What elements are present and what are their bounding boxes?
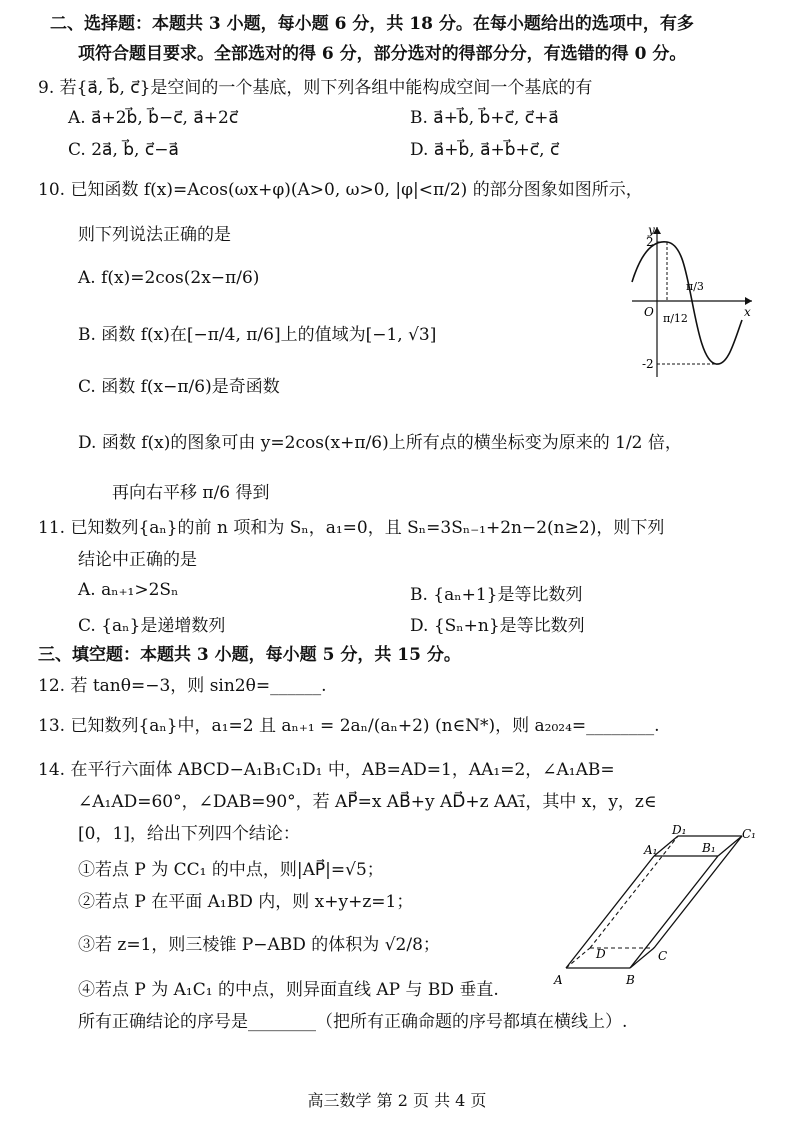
q14-conclusion-3: ③若 z=1，则三棱锥 P−ABD 的体积为 √2/8； [78,935,440,955]
graph-y-min-tick: -2 [642,357,654,371]
q11-option-d: D. {Sₙ+n}是等比数列 [410,616,585,636]
q10-option-d: D. 函数 f(x)的图象可由 y=2cos(x+π/6)上所有点的横坐标变为原来的 1/2 倍， [78,433,682,453]
parallelepiped-figure [550,822,760,990]
q14-final-line: 所有正确结论的序号是________（把所有正确命题的序号都填在横线上）. [78,1012,628,1032]
graph-y-max-tick: 2 [646,235,654,249]
q9-option-c: C. 2a⃗, b⃗, c⃗−a⃗ [68,140,179,160]
q11-option-c: C. {aₙ}是递增数列 [78,616,226,636]
q11-stem2: 结论中正确的是 [78,550,197,570]
q11-stem: 11. 已知数列{aₙ}的前 n 项和为 Sₙ，a₁=0，且 Sₙ=3Sₙ₋₁+2n−2(n≥2)，则下列 [38,518,665,538]
q10-stem2: 则下列说法正确的是 [78,225,231,245]
graph-x-tick-pi12: π/12 [663,312,688,325]
q14-line2: ∠A₁AD=60°，∠DAB=90°，若 AP⃗=x AB⃗+y AD⃗+z AA₁⃗，其中 x，y，z∈ [78,792,657,812]
q14-line1: 14. 在平行六面体 ABCD−A₁B₁C₁D₁ 中，AB=AD=1，AA₁=2，∠A₁AB= [38,760,615,780]
q9-option-a: A. a⃗+2b⃗, b⃗−c⃗, a⃗+2c⃗ [68,108,239,128]
figure-label-b1: B₁ [702,841,716,855]
q10-option-a: A. f(x)=2cos(2x−π/6) [78,268,260,288]
section2-line2: 项符合题目要求。全部选对的得 6 分，部分选对的得部分分，有选错的得 0 分。 [78,44,687,64]
figure-label-a: A [554,973,563,987]
page-footer: 高三数学 第 2 页 共 4 页 [307,1091,487,1110]
q10-option-b: B. 函数 f(x)在[−π/4, π/6]上的值域为[−1, √3] [78,325,437,345]
q11-option-b: B. {aₙ+1}是等比数列 [410,585,583,605]
figure-label-a1: A₁ [644,843,658,857]
q10-option-c: C. 函数 f(x−π/6)是奇函数 [78,377,280,397]
graph-y-label: y [648,223,655,237]
q14-line3: [0，1]，给出下列四个结论： [78,824,300,844]
figure-label-c1: C₁ [742,827,756,841]
q9-option-b: B. a⃗+b⃗, b⃗+c⃗, c⃗+a⃗ [410,108,559,128]
q12-text: 12. 若 tanθ=−3，则 sin2θ=______. [38,676,327,696]
figure-label-d1: D₁ [672,823,687,837]
section2-line1: 二、选择题：本题共 3 小题，每小题 6 分，共 18 分。在每小题给出的选项中，有多 [50,14,694,34]
q9-option-d: D. a⃗+b⃗, a⃗+b⃗+c⃗, c⃗ [410,140,560,160]
q14-conclusion-4: ④若点 P 为 A₁C₁ 的中点，则异面直线 AP 与 BD 垂直. [78,980,499,1000]
figure-label-b: B [626,973,635,987]
graph-origin-label: O [644,305,654,319]
q10-stem: 10. 已知函数 f(x)=Acos(ωx+φ)(A>0, ω>0, |φ|<π/2) 的部分图象如图所示， [38,180,643,200]
q9-stem: 9. 若{a⃗, b⃗, c⃗}是空间的一个基底，则下列各组中能构成空间一个基底的有 [38,78,593,98]
figure-label-d: D [596,947,606,961]
cosine-graph [630,222,760,382]
section3-header: 三、填空题：本题共 3 小题，每小题 5 分，共 15 分。 [38,645,461,665]
q14-conclusion-2: ②若点 P 在平面 A₁BD 内，则 x+y+z=1； [78,892,414,912]
graph-x-label: x [744,305,751,319]
figure-label-c: C [658,949,668,963]
q11-option-a: A. aₙ₊₁>2Sₙ [78,580,179,600]
q14-conclusion-1: ①若点 P 为 CC₁ 的中点，则|AP⃗|=√5； [78,860,384,880]
q10-option-d-cont: 再向右平移 π/6 得到 [112,483,270,503]
graph-x-tick-pi3: π/3 [686,280,704,293]
q13-text: 13. 已知数列{aₙ}中，a₁=2 且 aₙ₊₁ = 2aₙ/(aₙ+2) (n∈N*)，则 a₂₀₂₄=________. [38,716,660,736]
